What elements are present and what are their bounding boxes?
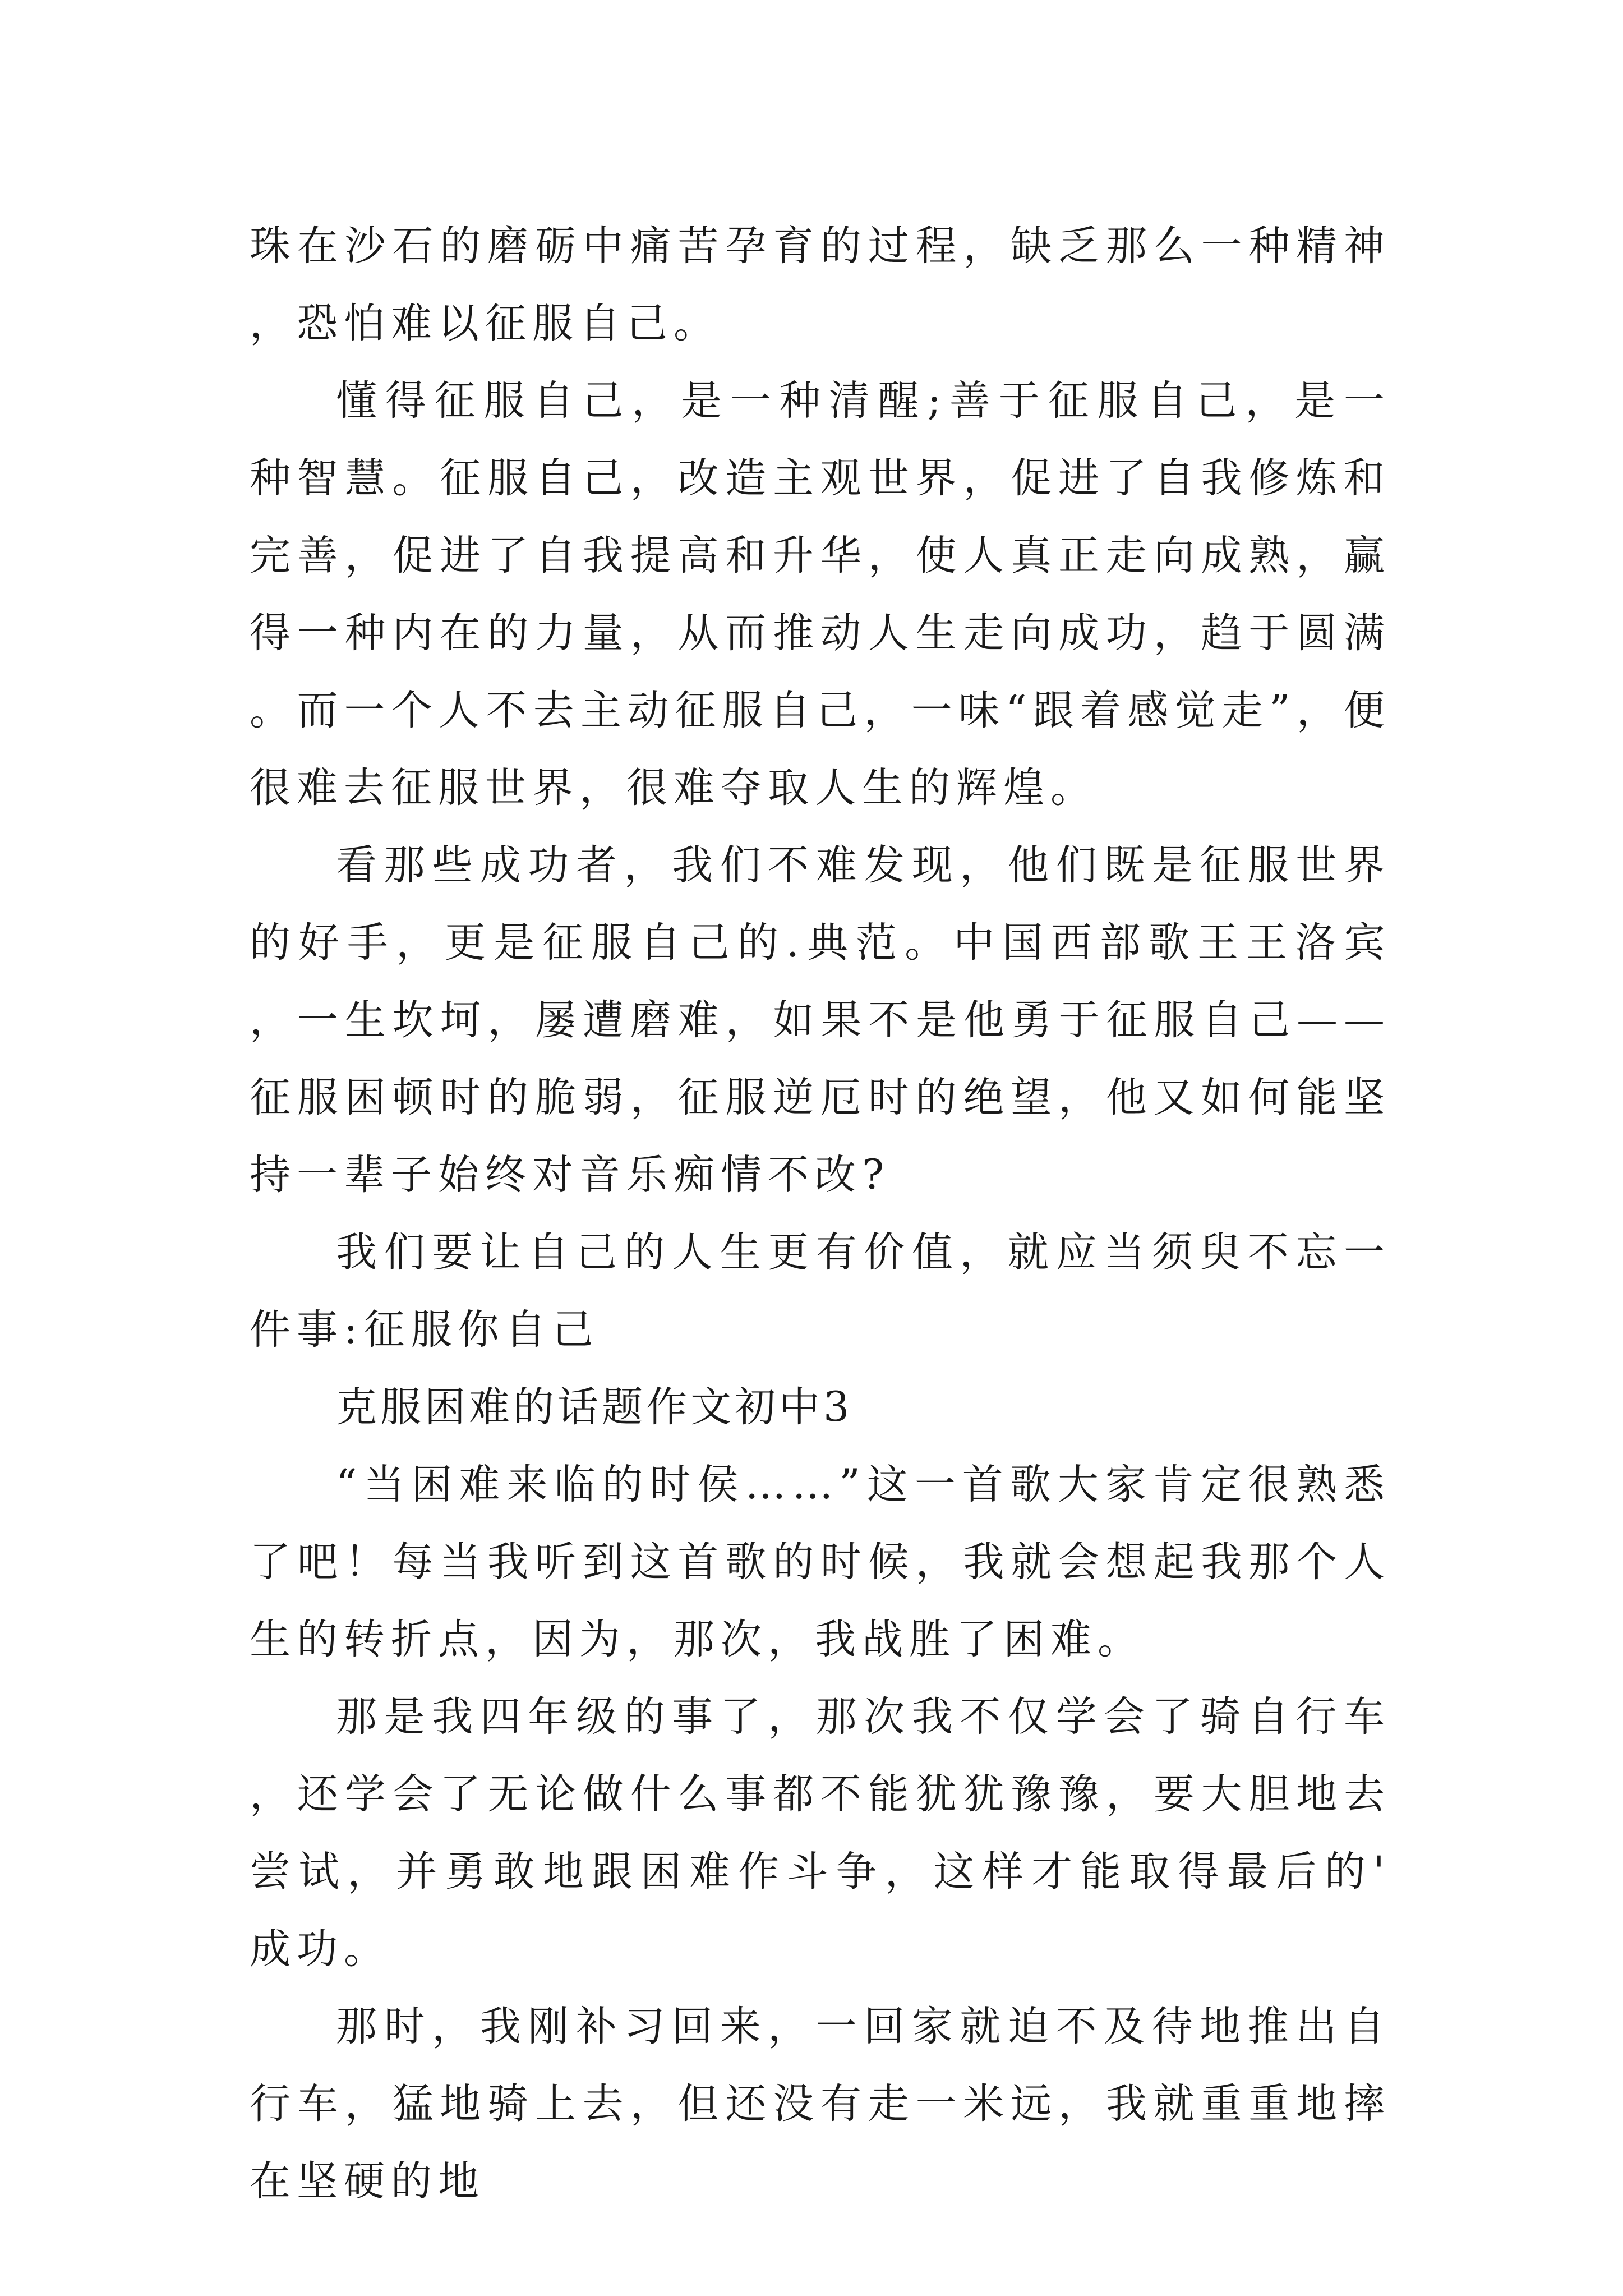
paragraph: 那时，我刚补习回来，一回家就迫不及待地推出自行车，猛地骑上去，但还没有走一米远，我就重重地摔在坚硬的地 <box>250 2003 1391 2205</box>
paragraph: 懂得征服自己，是一种清醒;善于征服自己，是一种智慧。征服自己，改造主观世界，促进了自我修炼和完善，促进了自我提高和升华，使人真正走向成熟，赢得一种内在的力量，从而推动人生走向成功，趋于圆满。而一个人不去主动征服自己，一味“跟着感觉走”，便很难去征服世界，很难夺取人生的辉煌。 <box>250 377 1391 812</box>
paragraph: 看那些成功者，我们不难发现，他们既是征服世界的好手，更是征服自己的.典范。中国西部歌王王洛宾，一生坎坷，屡遭磨难，如果不是他勇于征服自己——征服困顿时的脆弱，征服逆厄时的绝望，他又如何能坚持一辈子始终对音乐痴情不改? <box>250 841 1391 1199</box>
paragraph: 那是我四年级的事了，那次我不仅学会了骑自行车，还学会了无论做什么事都不能犹犹豫豫，要大胆地去尝试，并勇敢地跟困难作斗争，这样才能取得最后的'成功。 <box>250 1693 1391 1973</box>
paragraph: “当困难来临的时侯……”这一首歌大家肯定很熟悉了吧！每当我听到这首歌的时候，我就会想起我那个人生的转折点，因为，那次，我战胜了困难。 <box>250 1461 1391 1663</box>
paragraph: 我们要让自己的人生更有价值，就应当须臾不忘一件事:征服你自己 <box>250 1228 1391 1354</box>
section-heading: 克服困难的话题作文初中3 <box>336 1383 853 1431</box>
document-body <box>250 208 1391 2220</box>
paragraph-continuation: 珠在沙石的磨砺中痛苦孕育的过程，缺乏那么一种精神，恐怕难以征服自己。 <box>250 222 1391 347</box>
